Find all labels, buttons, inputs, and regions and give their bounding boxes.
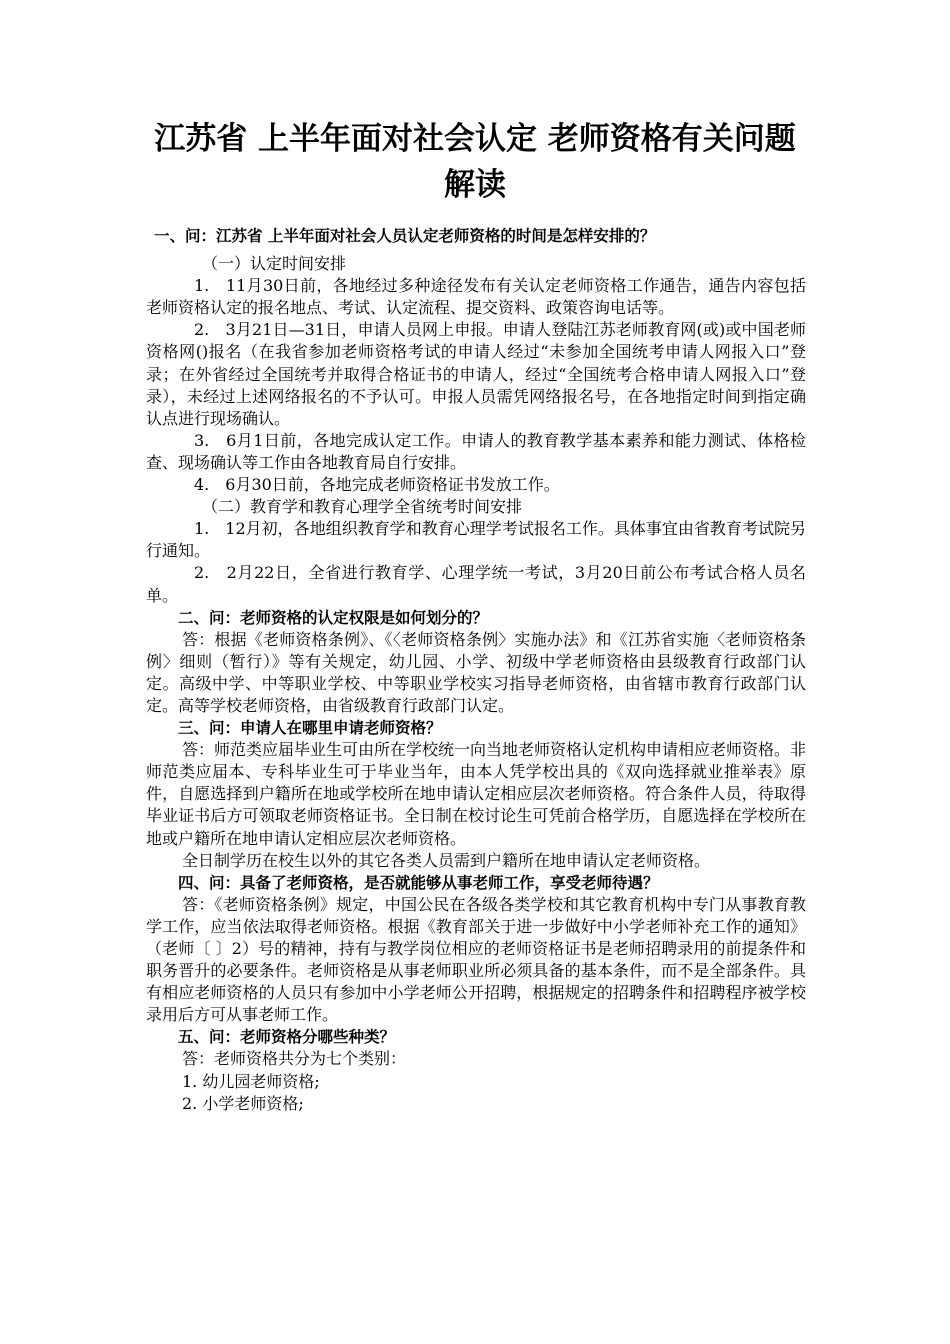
answer-4: 答：《老师资格条例》规定，中国公民在各级各类学校和其它教育机构中专门从事教育教学工作，应当依法取得老师资格。根据《教育部关于进一步做好中小学老师补充工作的通知》（老师〔 〕2）号的精神，持有与教学岗位相应的老师资格证书是老师招聘录用的前提条件和职务晋升的必要条件。老师资格是从事老师职业所必须具备的基本条件，而不是全部条件。具有相应老师资格的人员只有参加中小学老师公开招聘，根据规定的招聘条件和招聘程序被学校录用后方可从事老师工作。 [146, 894, 806, 1025]
question-3: 三、问：申请人在哪里申请老师资格？ [178, 719, 442, 738]
paragraph-2: 2. 3月21日—31日，申请人员网上申报。申请人登陆江苏老师教育网(或)或中国老师资格网()报名（在我省参加老师资格考试的申请人经过“未参加全国统考申请人网报入口”登录；在外省经过全国统考并取得合格证书的申请人，经过“全国统考合格申请人网报入口”登录），未经过上述网络报名的不予认可。申报人员需凭网络报名号，在各地指定时间到指定确认点进行现场确认。 [146, 320, 806, 428]
title-line-1: 江苏省 上半年面对社会认定 老师资格有关问题 [154, 121, 796, 157]
paragraph-4: 4. 6月30日前，各地完成老师资格证书发放工作。 [194, 475, 560, 495]
question-5: 五、问：老师资格分哪些种类？ [178, 1028, 396, 1047]
answer-2: 答：根据《老师资格条例》、《〈老师资格条例〉实施办法》和《江苏省实施〈老师资格条例〉细则（暂行）》等有关规定，幼儿园、小学、初级中学老师资格由县级教育行政部门认定。高级中学、中等职业学校、中等职业学校实习指导老师资格，由省辖市教育行政部门认定。高等学校老师资格，由省级教育行政部门认定。 [146, 629, 806, 715]
document-body [146, 225, 806, 1115]
question-1: 一、问：江苏省 上半年面对社会人员认定老师资格的时间是怎样安排的？ [154, 227, 656, 245]
section-heading-2: （二）教育学和教育心理学全省统考时间安排 [202, 497, 523, 517]
list-item-1: 1. 幼儿园老师资格; [182, 1071, 320, 1091]
paragraph-5: 1. 12月初，各地组织教育学和教育心理学考试报名工作。具体事宜由省教育考试院另行通知。 [146, 519, 806, 561]
question-2: 二、问：老师资格的认定权限是如何划分的？ [178, 608, 489, 627]
title-line-2: 解读 [444, 167, 506, 203]
document-title [120, 116, 830, 208]
answer-3: 答：师范类应届毕业生可由所在学校统一向当地老师资格认定机构申请相应老师资格。非师范类应届本、专科毕业生可于毕业当年，由本人凭学校出具的《双向选择就业推举表》原件，自愿选择到户籍所在地或学校所在地申请认定相应层次老师资格。符合条件人员，待取得毕业证书后方可领取老师资格证书。全日制在校讨论生可凭前合格学历，自愿选择在学校所在地或户籍所在地申请认定相应层次老师资格。 [146, 740, 807, 848]
list-item-2: 2. 小学老师资格; [182, 1093, 304, 1113]
paragraph-1: 1. 11月30日前，各地经过多种途径发布有关认定老师资格工作通告，通告内容包括老师资格认定的报名地点、考试、认定流程、提交资料、政策咨询电话等。 [146, 276, 806, 318]
paragraph-6: 2. 2月22日，全省进行教育学、心理学统一考试，3月20日前公布考试合格人员名单。 [146, 563, 806, 605]
question-4: 四、问：具备了老师资格，是否就能够从事老师工作，享受老师待遇？ [178, 873, 659, 892]
section-heading-1: （一）认定时间安排 [202, 254, 347, 274]
answer-3-continued: 全日制学历在校生以外的其它各类人员需到户籍所在地申请认定老师资格。 [182, 850, 711, 870]
paragraph-3: 3. 6月1日前，各地完成认定工作。申请人的教育教学基本素养和能力测试、体格检查、现场确认等工作由各地教育局自行安排。 [146, 430, 806, 472]
answer-5: 答：老师资格共分为七个类别： [182, 1049, 407, 1069]
